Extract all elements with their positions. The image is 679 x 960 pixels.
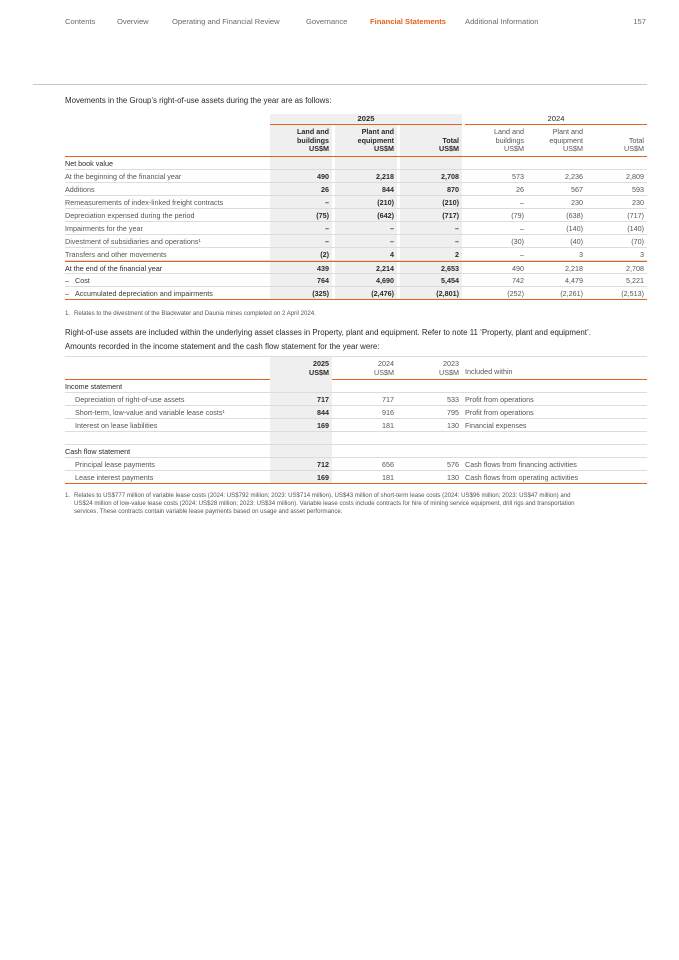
year-2024-header: 2024	[547, 114, 565, 123]
movement-row	[65, 183, 647, 196]
lease-amount-row	[65, 471, 647, 484]
net-book-value-label: Net book value	[65, 159, 113, 168]
nav-operating-financial-review[interactable]: Operating and Financial Review	[172, 17, 280, 26]
movement-value: 2,809	[626, 172, 644, 181]
movement-value: (717)	[400, 209, 462, 221]
movement-label: At the beginning of the financial year	[65, 172, 182, 181]
col-header-2023: 2023 US$M	[439, 359, 459, 377]
lease-amount-label: Depreciation of right-of-use assets	[75, 395, 185, 404]
lease-amount-label: Short-term, low-value and variable lease costs¹	[75, 408, 225, 417]
footnote-table1: 1. Relates to the divestment of the Blackwater and Daunia mines completed on 2 April 2024.	[65, 310, 316, 317]
lease-amounts-table	[65, 356, 647, 484]
lease-amount-value: 717	[382, 395, 394, 404]
lease-amount-label: Principal lease payments	[75, 460, 155, 469]
movement-value: 2,708	[400, 170, 462, 182]
intro-text-rou-classification: Right-of-use assets are included within the underlying asset classes in Property, plant and equipment. Refer to note 11 ‘Property, plant and equipment’.	[65, 328, 591, 337]
col-header-total-2024: Total US$M	[624, 135, 644, 153]
spacer-row	[65, 432, 647, 445]
movement-row	[65, 248, 647, 261]
movement-label: Transfers and other movements	[65, 250, 167, 259]
movement-row	[65, 170, 647, 183]
nav-overview[interactable]: Overview	[117, 17, 149, 26]
lease-amount-row	[65, 419, 647, 432]
cash-flow-statement-label-row: Cash flow statement	[65, 445, 647, 458]
movement-value: (79)	[511, 211, 524, 220]
page-number: 157	[633, 17, 646, 26]
movement-value: –	[520, 250, 524, 259]
movement-value: –	[270, 196, 332, 208]
movement-row	[65, 235, 647, 248]
movement-value: 593	[632, 185, 644, 194]
included-within-value: Financial expenses	[465, 421, 527, 430]
lease-amount-value: 169	[270, 419, 332, 431]
movement-value: 2,218	[335, 170, 397, 182]
col-header-land-buildings-2024: Land and buildings US$M	[494, 127, 524, 153]
lease-amount-label: Lease interest payments	[75, 473, 154, 482]
movement-value: –	[335, 222, 397, 234]
lease-amount-value: 656	[382, 460, 394, 469]
movement-label: Additions	[65, 185, 95, 194]
section-label-row	[65, 157, 647, 170]
nav-financial-statements[interactable]: Financial Statements	[370, 17, 446, 26]
year-2025-header: 2025	[270, 114, 462, 125]
nav-governance[interactable]: Governance	[306, 17, 348, 26]
movement-row	[65, 222, 647, 235]
lease-amount-value: 844	[270, 406, 332, 418]
movement-value: (642)	[335, 209, 397, 221]
movement-value: –	[335, 235, 397, 247]
movement-value: –	[400, 222, 462, 234]
col-header-plant-equipment-2024: Plant and equipment US$M	[549, 127, 583, 153]
lease-amount-value: 533	[447, 395, 459, 404]
movement-value: 870	[400, 183, 462, 195]
lease-amount-value: 130	[447, 473, 459, 482]
movement-value: (2)	[270, 248, 332, 260]
header-divider	[33, 84, 647, 85]
movement-value: (40)	[570, 237, 583, 246]
movement-value: 573	[512, 172, 524, 181]
lease-amount-value: 576	[447, 460, 459, 469]
income-statement-label-row: Income statement	[65, 380, 647, 393]
movement-value: 26	[516, 185, 524, 194]
col-header-land-buildings-2025: Land and buildings US$M	[270, 125, 332, 156]
lease-amount-value: 181	[382, 421, 394, 430]
movement-value: (140)	[566, 224, 583, 233]
col-header-2025: 2025 US$M	[270, 357, 332, 380]
lease-amount-value: 181	[382, 473, 394, 482]
movement-label: Depreciation expensed during the period	[65, 211, 195, 220]
end-of-year-row: At the end of the financial year 439 2,214 2,653 490 2,218 2,708	[65, 261, 647, 274]
col-header-included-within: Included within	[465, 367, 513, 376]
movement-value: 3	[579, 250, 583, 259]
lease-amount-value: 795	[447, 408, 459, 417]
accumulated-depreciation-row: – Accumulated depreciation and impairments (325) (2,476) (2,801) (252) (2,261) (2,513)	[65, 287, 647, 300]
movement-value: 26	[270, 183, 332, 195]
movement-value: 230	[632, 198, 644, 207]
movement-value: 3	[640, 250, 644, 259]
top-navigation	[65, 17, 646, 29]
movement-label: Impairments for the year	[65, 224, 143, 233]
movement-value: 567	[571, 185, 583, 194]
intro-text-rou-movements: Movements in the Group’s right-of-use assets during the year are as follows:	[65, 96, 332, 105]
movement-value: –	[520, 198, 524, 207]
movement-label: Divestment of subsidiaries and operations¹	[65, 237, 201, 246]
included-within-value: Cash flows from financing activities	[465, 460, 577, 469]
movement-value: (210)	[335, 196, 397, 208]
column-header-row	[65, 125, 647, 157]
movement-value: (30)	[511, 237, 524, 246]
lease-amount-row	[65, 406, 647, 419]
movement-value: –	[270, 235, 332, 247]
lease-amount-value: 916	[382, 408, 394, 417]
lease-amount-value: 130	[447, 421, 459, 430]
movement-value: 2,236	[565, 172, 583, 181]
movement-label: Remeasurements of index-linked freight contracts	[65, 198, 224, 207]
intro-text-amounts-recorded: Amounts recorded in the income statement and the cash flow statement for the year were:	[65, 342, 380, 351]
movement-value: 4	[335, 248, 397, 260]
movement-value: (638)	[566, 211, 583, 220]
nav-additional-information[interactable]: Additional Information	[465, 17, 539, 26]
lease-amount-row	[65, 393, 647, 406]
movement-value: 230	[571, 198, 583, 207]
nav-contents[interactable]: Contents	[65, 17, 96, 26]
col-header-plant-equipment-2025: Plant and equipment US$M	[335, 125, 397, 156]
movement-value: –	[270, 222, 332, 234]
movement-row	[65, 209, 647, 222]
included-within-value: Cash flows from operating activities	[465, 473, 579, 482]
movement-value: (70)	[631, 237, 644, 246]
movement-value: (210)	[400, 196, 462, 208]
footnote-table2: 1. Relates to US$777 million of variable lease costs (2024: US$792 million; 2023: US$714 million), US$43 million of short-term lease costs (2024: US$96 million; 2023: US$47 million) and US$24 million of low-value lease costs (2024: US$28 million; 2023: US$34 million). Variable lease costs include contracts for hire of mining service equipment, drill rigs and transportation services. These contracts contain variable lease payments based on usage and asset performance.	[65, 492, 575, 515]
movement-value: 490	[270, 170, 332, 182]
lease-amount-label: Interest on lease liabilities	[75, 421, 158, 430]
movement-value: (75)	[270, 209, 332, 221]
col-header-2024: 2024 US$M	[374, 359, 394, 377]
movement-value: (140)	[627, 224, 644, 233]
movement-value: 844	[335, 183, 397, 195]
lease-amount-value: 717	[270, 393, 332, 405]
movement-value: 2	[400, 248, 462, 260]
lease-amount-value: 712	[270, 458, 332, 470]
movement-row	[65, 196, 647, 209]
movement-value: (717)	[627, 211, 644, 220]
year-header-row	[65, 112, 647, 125]
cost-row: – Cost 764 4,690 5,454 742 4,479 5,221	[65, 274, 647, 287]
included-within-value: Profit from operations	[465, 408, 534, 417]
table2-header-row	[65, 356, 647, 380]
lease-amount-value: 169	[270, 471, 332, 483]
movement-value: –	[400, 235, 462, 247]
included-within-value: Profit from operations	[465, 395, 534, 404]
rou-movements-table	[65, 112, 647, 300]
movement-value: –	[520, 224, 524, 233]
col-header-total-2025: Total US$M	[400, 125, 462, 156]
lease-amount-row	[65, 458, 647, 471]
